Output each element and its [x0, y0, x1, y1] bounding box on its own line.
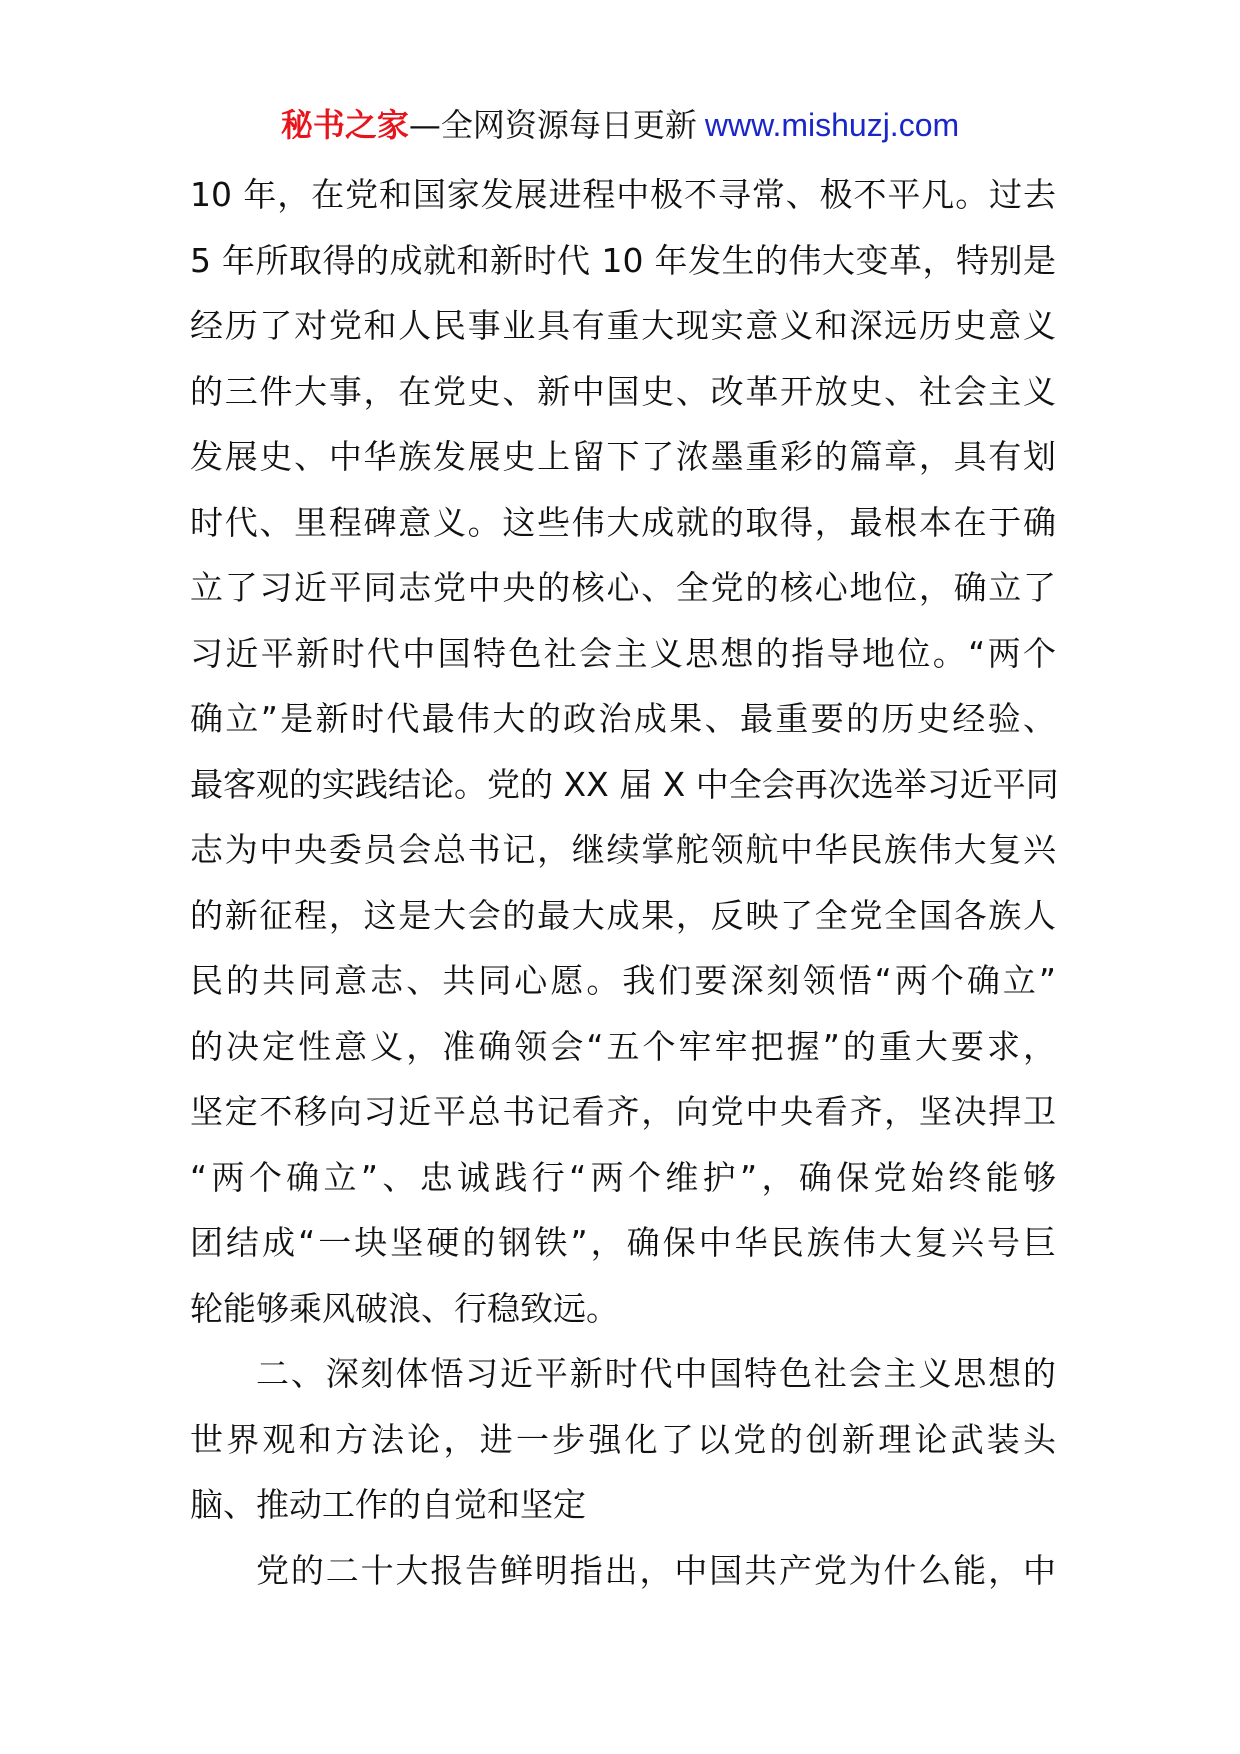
- body-line: 的三件大事，在党史、新中国史、改革开放史、社会主义: [190, 371, 1056, 411]
- body-line: 10 年，在党和国家发展进程中极不寻常、极不平凡。过去: [190, 175, 1056, 214]
- body-line: 最客观的实践结论。党的 XX 届 X 中全会再次选举习近平同: [190, 764, 1059, 804]
- body-line: 习近平新时代中国特色社会主义思想的指导地位。“两个: [190, 633, 1056, 673]
- body-line: 轮能够乘风破浪、行稳致远。: [190, 1288, 619, 1328]
- body-line: 志为中央委员会总书记，继续掌舵领航中华民族伟大复兴: [190, 830, 1056, 869]
- body-line: 时代、里程碑意义。这些伟大成就的取得，最根本在于确: [190, 502, 1056, 542]
- body-line: “两个确立”、忠诚践行“两个维护”，确保党始终能够: [190, 1157, 1056, 1197]
- body-line: 确立”是新时代最伟大的政治成果、最重要的历史经验、: [190, 699, 1056, 738]
- site-url-link[interactable]: www.mishuzj.com: [704, 107, 960, 143]
- body-line: 5 年所取得的成就和新时代 10 年发生的伟大变革，特别是: [190, 240, 1056, 280]
- document-body: [190, 162, 1059, 1603]
- brand-name: 秘书之家: [280, 106, 409, 144]
- header-slogan: —全网资源每日更新: [408, 106, 697, 144]
- body-line: 的决定性意义，准确领会“五个牢牢把握”的重大要求，: [190, 1026, 1056, 1066]
- body-line: 经历了对党和人民事业具有重大现实意义和深远历史意义: [190, 306, 1056, 345]
- body-line: 团结成“一块坚硬的钢铁”，确保中华民族伟大复兴号巨: [190, 1223, 1056, 1262]
- body-line: 立了习近平同志党中央的核心、全党的核心地位，确立了: [190, 568, 1056, 607]
- section-heading-line: 脑、推动工作的自觉和坚定: [190, 1485, 586, 1524]
- body-line: 党的二十大报告鲜明指出，中国共产党为什么能，中: [256, 1550, 1056, 1590]
- section-heading-line: 世界观和方法论，进一步强化了以党的创新理论武装头: [190, 1419, 1056, 1459]
- body-line: 民的共同意志、共同心愿。我们要深刻领悟“两个确立”: [190, 961, 1056, 1000]
- body-line: 发展史、中华族发展史上留下了浓墨重彩的篇章，具有划: [190, 437, 1056, 476]
- section-heading-line: 二、深刻体悟习近平新时代中国特色社会主义思想的: [256, 1354, 1056, 1393]
- page-header: [0, 100, 1240, 150]
- body-line: 坚定不移向习近平总书记看齐，向党中央看齐，坚决捍卫: [190, 1092, 1056, 1131]
- body-line: 的新征程，这是大会的最大成果，反映了全党全国各族人: [190, 895, 1056, 935]
